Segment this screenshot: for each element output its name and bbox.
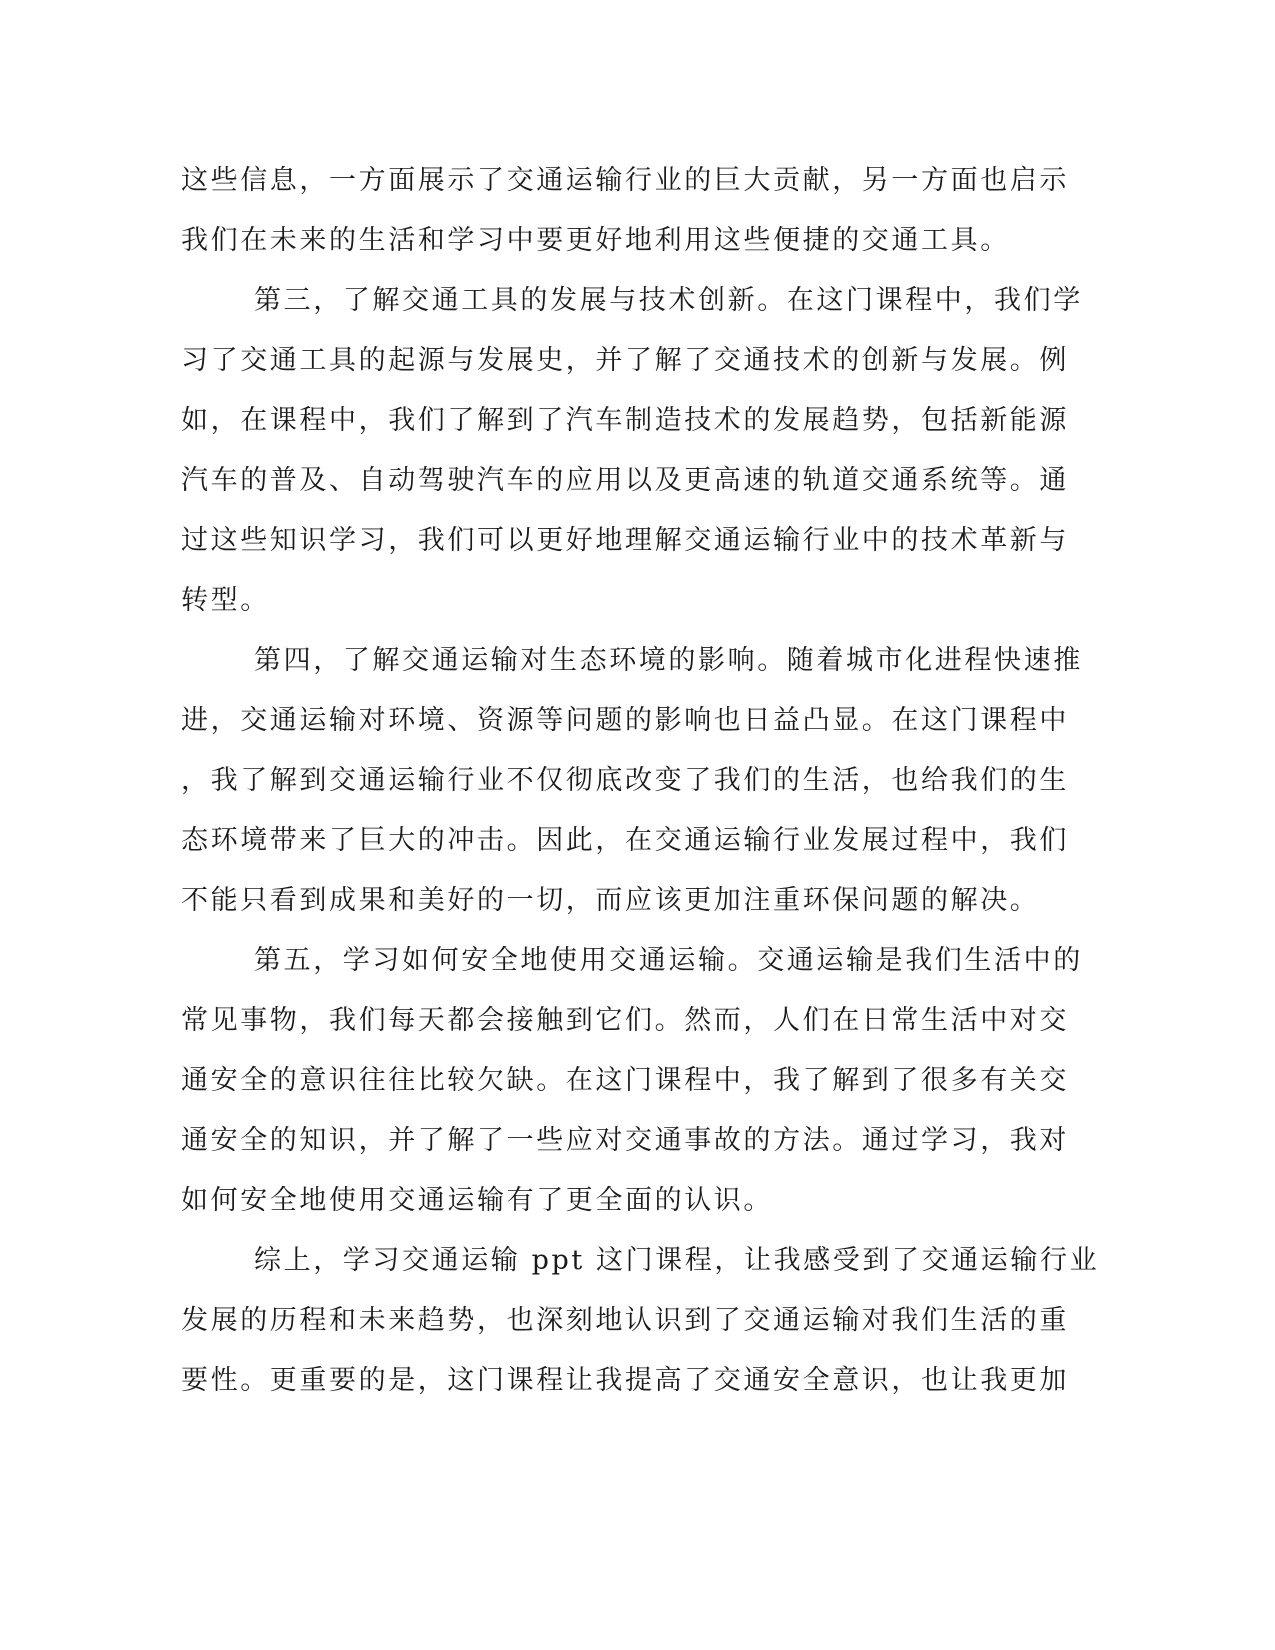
- text-line: 通安全的意识往往比较欠缺。在这门课程中，我了解到了很多有关交: [181, 1065, 1069, 1096]
- text-line: 这些信息，一方面展示了交通运输行业的巨大贡献，另一方面也启示: [181, 165, 1069, 196]
- text-line: 要性。更重要的是，这门课程让我提高了交通安全意识，也让我更加: [181, 1365, 1069, 1396]
- text-line: 转型。: [181, 585, 270, 616]
- text-line: 进，交通运输对环境、资源等问题的影响也日益凸显。在这门课程中: [181, 705, 1069, 736]
- text-line: 第三，了解交通工具的发展与技术创新。在这门课程中，我们学: [254, 285, 1083, 316]
- text-line: 我们在未来的生活和学习中要更好地利用这些便捷的交通工具。: [181, 225, 1010, 256]
- text-line: 第五，学习如何安全地使用交通运输。交通运输是我们生活中的: [254, 945, 1083, 976]
- text-line: 态环境带来了巨大的冲击。因此，在交通运输行业发展过程中，我们: [181, 825, 1069, 856]
- text-line: 如，在课程中，我们了解到了汽车制造技术的发展趋势，包括新能源: [181, 405, 1069, 436]
- paragraph-5: [181, 1238, 1100, 1418]
- text-line: 过这些知识学习，我们可以更好地理解交通运输行业中的技术革新与: [181, 525, 1069, 556]
- paragraph-1: [181, 158, 1069, 278]
- text-line: 综上，学习交通运输 ppt 这门课程，让我感受到了交通运输行业: [254, 1245, 1100, 1276]
- text-line: 汽车的普及、自动驾驶汽车的应用以及更高速的轨道交通系统等。通: [181, 465, 1069, 496]
- paragraph-2: [181, 278, 1083, 638]
- text-line: 习了交通工具的起源与发展史，并了解了交通技术的创新与发展。例: [181, 345, 1069, 376]
- text-line: 通安全的知识，并了解了一些应对交通事故的方法。通过学习，我对: [181, 1125, 1069, 1156]
- text-line: 不能只看到成果和美好的一切，而应该更加注重环保问题的解决。: [181, 885, 1040, 916]
- text-line: 如何安全地使用交通运输有了更全面的认识。: [181, 1185, 773, 1216]
- text-line: 常见事物，我们每天都会接触到它们。然而，人们在日常生活中对交: [181, 1005, 1069, 1036]
- text-line: 第四，了解交通运输对生态环境的影响。随着城市化进程快速推: [254, 645, 1083, 676]
- paragraph-4: [181, 938, 1083, 1238]
- paragraph-3: [181, 638, 1083, 938]
- text-line: ，我了解到交通运输行业不仅彻底改变了我们的生活，也给我们的生: [181, 765, 1069, 796]
- text-line: 发展的历程和未来趋势，也深刻地认识到了交通运输对我们生活的重: [181, 1305, 1069, 1336]
- document-body: [181, 158, 1100, 1418]
